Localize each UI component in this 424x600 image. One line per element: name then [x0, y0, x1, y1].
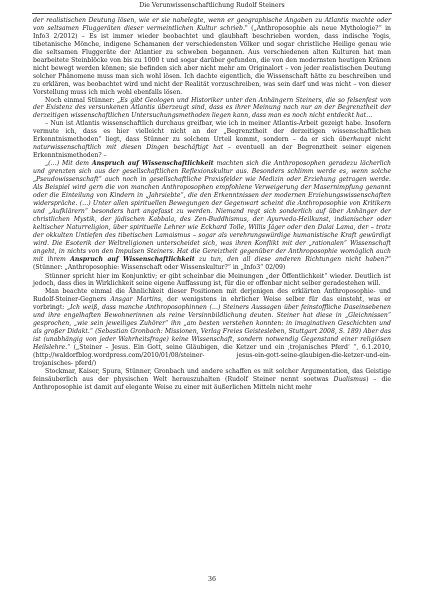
header-divider — [32, 13, 392, 14]
paragraph — [33, 288, 391, 368]
running-header: Die Verunwissenschaftlichung Rudolf Steiners — [139, 2, 285, 9]
paragraph — [33, 273, 391, 289]
emphasized-text: „Ich weiß, dass manche Anthroposophinnen (…) Steiners Aussagen über feinstoffliche Daseinsebenen und ihre engelhaften Bewohnerinnen als reine Versinnbildlichung deuten. Steiner hat diese in „Gleichnissen“ gesprochen, „wie sein jeweiliges Zuhörer“ ihn „am besten verstehen konnten: in imaginativen Geschichten und als großer Didakt.“ (Sebastian Gronbach: Missionen, Verlag Freies Geistesleben, Stuttgart 2008, S. 189) Aber das ist (unabhängig von jeder Wahrheitsfrage) keine Wissenschaft, sondern notwendig Gegenstand einer religiösen Heilslehre — [33, 304, 391, 352]
emphasized-text: Ansgar Martins — [110, 296, 161, 304]
text-run: Man beachte einmal die Ähnlichkeit dieser Positionen mit derjenigen des erklärten Anthroposophie- und Rudolf-Steiner-Gegners — [33, 288, 391, 304]
page-number: 36 — [207, 576, 216, 583]
emphasized-text: „Es gibt Geologen und Historiker unter den Anhängern Steiners, die so felsenfest von der Existenz des versunkenen Atlantis überzeugt sind, dass es ihrer Meinung nach nur an der Begrenztheit der derzeitigen wissenschaftlichen Untersuchungsmethoden liegen kann, dass man es noch nicht entdeckt hat… — [33, 96, 392, 120]
text-run: " („Anthroposophie als neue Mythologie?“ in Info3 2/2012) – Es ist immer wieder beobachtet und glaubhaft beschrieben worden, dass indische Yogis, tibetanische Mönche, indigene Schamanen der verschiedensten Völker und sogar christliche Heilige genau wie die seltsamen Fluggeräte der Atlantier zu schweben begannen. Aus verschiedenen alten Kulturen hat man bearbeitete Steinblöcke von bis zu 1000 t und sogar darüber gefunden, die von den modernsten heutigen Kränen nicht bewegt werden können; sie befinden sich aber nicht mehr am Originalort – von jeder realistischen Deutung solcher Phänomene muss man sich wohl lösen. Ich dachte eigentlich, die Wissenschaft hätte zu beschreiben und zu erklären, was beobachtet wird und nicht der Realität vorzuschreiben, was sein darf und was nicht – von dieser Vorstellung muss ich mich wohl ebenfalls lösen. — [33, 24, 392, 96]
body-text — [33, 17, 391, 392]
text-run: Stockmar, Kaiser, Spura, Stünner, Gronbach und andere schaffen es mit solcher Argumentation, das Geistige feinsäuberlich aus der physischen Welt herauszuhalten (Rudolf Steiner nennt soetwas — [33, 367, 391, 383]
emphasized-text: „(…) Mit dem — [45, 160, 92, 168]
paragraph — [33, 17, 391, 97]
text-run: Stünner spricht hier im Konjunktiv; er gibt scheinbar die Meinungen „der Öffentlichkeit“ wieder. Deutlich ist jedoch, dass dies in Wirklichkeit seine eigene Auffassung ist, für die er offenbar nicht selber geradestehen will. — [33, 272, 391, 288]
text-run: .“ („Steiner – Jesus. Ein Gott, seine Gläubigen, die Ketzer und ein ‚trojanisches Pferd‘ “, 6.1.2010, (http://waldorfblog.wordpress.com/2010/01/08/steiner- jesus-ein-gott-seine-glaubigen-die-ketzer-und-ein-trojanisches- pferd/) — [33, 344, 391, 367]
emphasized-text: machten sich die Anthroposophen geradezu lächerlich und grenzten sich aus der gesellschaftlichen Reflexionskultur aus. Besonders schlimm werde es, wenn solche „Pseudowissenschaft“ auch noch in gesellschaftliche Praxisfelder wie Medizin oder Erziehung getragen werde. Als Beispiel wird gern die von manchen Anthroposophen empfohlene Verweigerung der Masernimpfung genannt oder die Einteilung von Kindern in „Jahrsiebte“, die den Erkenntnissen der modernen Erziehungswissenschaften widerspräche. (…) Unter allen spirituellen Bewegungen der Gegenwart scheint die Anthroposophie von Kritikern und „Aufklärern“ besonders hart angefasst zu werden. Niemand regt sich sonderlich auf über Anhänger der christlichen Mystik, der jüdischen Kabbala, des Zen-Buddhismus, der Ayurveda-Heilkunst, indianischer oder keltischer Naturreligion, über spirituelle Lehrer wie Eckhard Tolle, Willis Jäger oder den Dalai Lama, der – trotz der okkulten Untiefen des tibetischen Lamaismus – sogar als verehrungswürdige humanistische Kraft gewürdigt wird. Die Esoterik der Weltreligionen unterscheidet sich, was ihren Konflikt mit der „rationalen“ Wissenschaft angeht, in nichts von den Impulsen Steiners. Hat die Gereiztheit gegenüber der Anthroposophie womöglich auch mit ihrem — [33, 160, 392, 263]
text-run: Noch einmal Stünner: — [45, 96, 117, 104]
paragraph — [33, 97, 391, 121]
emphasized-text: der realistischen Deutung lösen, wie er sie nahelegte, wenn er geographische Angaben zu Atlantis machte oder von seltsamen Fluggeräten dieser vermeintlichen Kultur schrieb. — [33, 17, 391, 32]
text-run: ) – die Anthroposophie ist damit auf elegante Weise zu einer mit äußerlichen Mitteln nicht mehr — [33, 375, 391, 391]
emphasized-text: zu tun, den all diese anderen Richtungen nicht haben?“ — [194, 255, 391, 263]
paragraph — [33, 120, 391, 160]
text-run: , der wenigstens in ehrlicher Weise selber für das einsteht, was er vorbringt: — [33, 296, 391, 312]
text-run: – Nun ist Atlantis wissenschaftlich durchaus greifbar, wie ich in meiner Atlantis-Arbeit gezeigt habe. Insofern vermute ich, dass es hier vielleicht nicht an der „Begrenztheit der derzeitigen wissenschaftlichen Erkenntnismethoden“ liegt, dass Stünner zu solchem Urteil kommt, sondern – da er sich — [33, 120, 391, 144]
text-run: (Stünner: „Anthroposophie: Wissenschaft oder Wissenskultur?“ in „Info3“ 02/09) — [33, 263, 286, 271]
text-run: – eventuell an der Begrenztheit seiner eigenen Erkenntnismethoden? – — [33, 144, 391, 160]
paragraph — [33, 160, 391, 271]
paragraph — [33, 368, 391, 392]
emphasized-text: Anspruch auf Wissenschaftlichkeit — [91, 160, 214, 168]
emphasized-text: überhaupt nicht naturwissenschaftlich mit diesen Dingen beschäftigt hat — [33, 136, 391, 152]
emphasized-text: Dualismus — [333, 375, 367, 383]
emphasized-text: Anspruch auf Wissenschaftlichkeit — [70, 255, 195, 263]
